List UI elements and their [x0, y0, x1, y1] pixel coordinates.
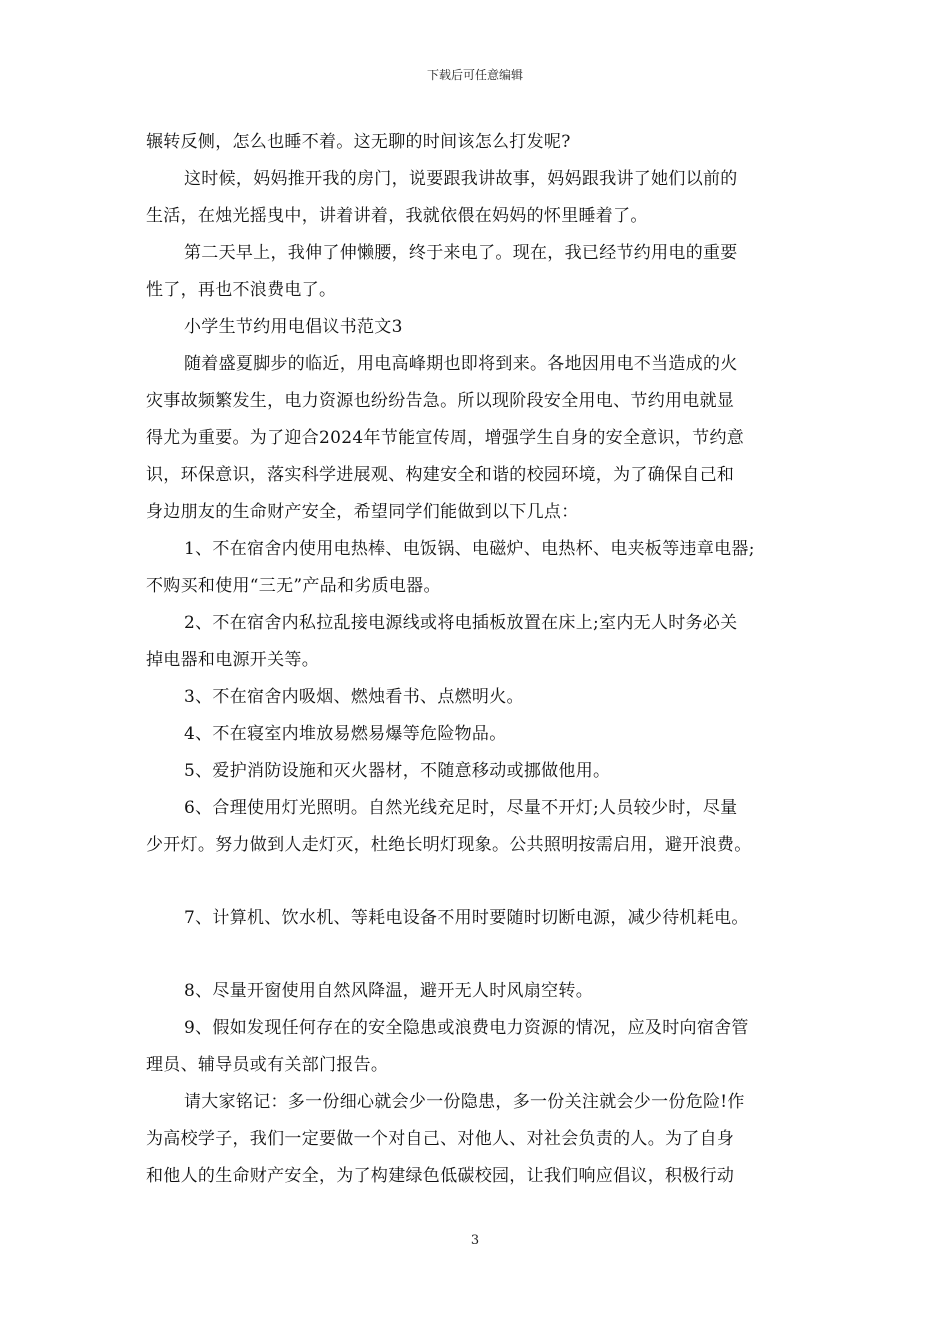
text-line: 第二天早上，我伸了伸懒腰，终于来电了。现在，我已经节约用电的重要 [184, 243, 738, 263]
document-body [146, 124, 826, 1195]
text-line: 生活，在烛光摇曳中，讲着讲着，我就依偎在妈妈的怀里睡着了。 [146, 206, 648, 226]
section-heading: 小学生节约用电倡议书范文3 [184, 317, 403, 337]
list-item-continuation: 不购买和使用“三无”产品和劣质电器。 [146, 576, 441, 596]
list-item: 2、不在宿舍内私拉乱接电源线或将电插板放置在床上;室内无人时务必关 [184, 613, 738, 633]
text-line: 身边朋友的生命财产安全，希望同学们能做到以下几点： [146, 502, 579, 522]
text-line: 为高校学子，我们一定要做一个对自己、对他人、对社会负责的人。为了自身 [146, 1129, 735, 1149]
text-line: 识，环保意识，落实科学进展观、构建安全和谐的校园环境，为了确保自己和 [146, 465, 735, 485]
list-item: 9、假如发现任何存在的安全隐患或浪费电力资源的情况，应及时向宿舍管 [184, 1018, 749, 1038]
list-item: 8、尽量开窗使用自然风降温，避开无人时风扇空转。 [184, 981, 594, 1001]
list-item: 7、计算机、饮水机、等耗电设备不用时要随时切断电源，减少待机耗电。 [184, 908, 749, 928]
text-line: 得尤为重要。为了迎合2024年节能宣传周，增强学生自身的安全意识，节约意 [146, 428, 745, 448]
list-item: 3、不在宿舍内吸烟、燃烛看书、点燃明火。 [184, 687, 524, 707]
list-item-continuation: 理员、辅导员或有关部门报告。 [146, 1055, 389, 1075]
list-item-continuation: 少开灯。努力做到人走灯灭，杜绝长明灯现象。公共照明按需启用，避开浪费。 [146, 835, 752, 855]
list-item: 1、不在宿舍内使用电热棒、电饭锅、电磁炉、电热杯、电夹板等违章电器; [184, 539, 755, 559]
list-item-continuation: 掉电器和电源开关等。 [146, 650, 319, 670]
paragraph-gap [146, 864, 826, 900]
text-line: 灾事故频繁发生，电力资源也纷纷告急。所以现阶段安全用电、节约用电就显 [146, 391, 735, 411]
page-header: 下载后可任意编辑 [426, 68, 523, 82]
text-line: 性了，再也不浪费电了。 [146, 280, 337, 300]
text-line: 随着盛夏脚步的临近，用电高峰期也即将到来。各地因用电不当造成的火 [184, 354, 738, 374]
text-line: 请大家铭记：多一份细心就会少一份隐患，多一份关注就会少一份危险!作 [184, 1092, 745, 1112]
text-line: 辗转反侧，怎么也睡不着。这无聊的时间该怎么打发呢? [146, 132, 571, 152]
list-item: 4、不在寝室内堆放易燃易爆等危险物品。 [184, 724, 507, 744]
list-item: 6、合理使用灯光照明。自然光线充足时，尽量不开灯;人员较少时，尽量 [184, 798, 738, 818]
text-line: 和他人的生命财产安全，为了构建绿色低碳校园，让我们响应倡议，积极行动 [146, 1166, 735, 1186]
paragraph-gap [146, 937, 826, 973]
list-item: 5、爱护消防设施和灭火器材，不随意移动或挪做他用。 [184, 761, 611, 781]
page-number: 3 [470, 1233, 480, 1248]
text-line: 这时候，妈妈推开我的房门，说要跟我讲故事，妈妈跟我讲了她们以前的 [184, 169, 738, 189]
